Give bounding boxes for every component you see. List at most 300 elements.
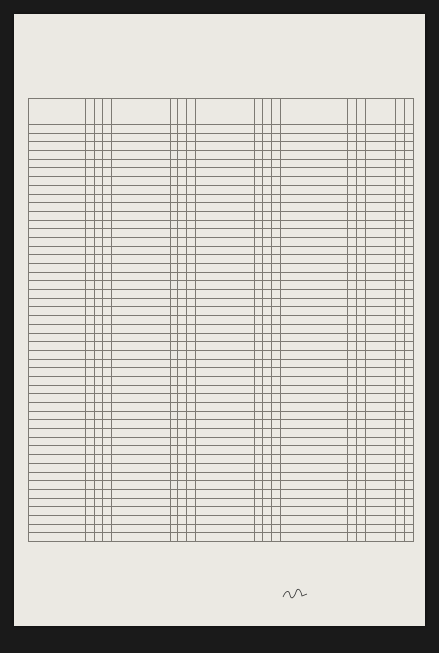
cell-count [263,481,271,490]
cell-nontrade [365,168,396,177]
cell-count [356,142,365,151]
cell-group-iii-cont [280,185,348,194]
cell-nontrade [365,333,396,342]
cell-count [86,151,94,160]
cell-count [102,507,111,516]
cell-group-iii-cont [280,229,348,238]
cell-group-iii-cont [280,333,348,342]
cell-count [356,481,365,490]
cell-group-iii-cont [280,159,348,168]
cell-count [271,142,280,151]
cell-count [178,429,186,438]
cell-count [356,211,365,220]
cell-count [404,455,413,464]
cell-count [86,220,94,229]
cell-group-i-cont [111,429,170,438]
cell-group-ii-cont [195,333,254,342]
cell-nontrade [365,255,396,264]
cell-count [171,463,178,472]
cell-group-i [29,264,86,273]
cell-count [102,429,111,438]
cell-count [94,290,102,299]
cell-count [396,220,404,229]
cell-count [86,211,94,220]
cell-count [263,142,271,151]
cell-count [186,264,195,273]
cell-count [348,507,356,516]
cell-count [263,290,271,299]
cell-count [86,524,94,533]
cell-count [263,333,271,342]
cell-count [356,237,365,246]
cell-count [348,359,356,368]
cell-count [102,177,111,186]
cell-count [396,229,404,238]
cell-count [271,324,280,333]
cell-nontrade [365,368,396,377]
cell-count [348,290,356,299]
cell-count [404,498,413,507]
cell-count [356,411,365,420]
cell-count [396,350,404,359]
cell-count [396,368,404,377]
cell-count [186,463,195,472]
table-row [29,446,414,455]
cell-group-ii-cont [195,385,254,394]
cell-count [178,359,186,368]
cell-count [171,177,178,186]
cell-group-i-cont [111,533,170,542]
cell-count [86,489,94,498]
cell-count [171,316,178,325]
cell-count [186,333,195,342]
cell-group-i-cont [111,376,170,385]
cell-group-i-cont [111,229,170,238]
cell-count [102,264,111,273]
cell-count [94,194,102,203]
cell-nontrade [365,159,396,168]
cell-count [356,298,365,307]
col-group-i [29,99,86,125]
cell-count [186,142,195,151]
cell-count [404,290,413,299]
cell-count [86,342,94,351]
cell-count [102,255,111,264]
cell-group-i [29,429,86,438]
cell-count [255,472,263,481]
cell-group-i [29,246,86,255]
cell-count [255,281,263,290]
cell-count [356,194,365,203]
cell-count [396,272,404,281]
cell-count [178,533,186,542]
cell-count [102,298,111,307]
cell-group-ii-cont [195,376,254,385]
cell-group-iii-cont [280,272,348,281]
cell-count [171,272,178,281]
table-row [29,507,414,516]
cell-count [171,498,178,507]
cell-count [356,177,365,186]
cell-count [348,481,356,490]
cell-count [94,455,102,464]
cell-count [271,524,280,533]
cell-count [348,324,356,333]
cell-count [94,185,102,194]
cell-count [263,446,271,455]
cell-count [94,472,102,481]
cell-group-iii-cont [280,385,348,394]
cell-count [396,524,404,533]
cell-count [178,385,186,394]
cell-count [255,177,263,186]
cell-count [186,533,195,542]
cell-count [271,185,280,194]
cell-count [263,489,271,498]
cell-count [102,133,111,142]
cell-count [171,342,178,351]
cell-count [348,498,356,507]
cell-group-ii-cont [195,515,254,524]
table-row [29,481,414,490]
cell-count [178,281,186,290]
cell-count [404,350,413,359]
cell-count [348,194,356,203]
cell-count [186,298,195,307]
cell-count [263,385,271,394]
cell-count [396,246,404,255]
cell-count [186,524,195,533]
cell-count [356,229,365,238]
cell-count [255,229,263,238]
cell-nontrade [365,420,396,429]
cell-count [94,489,102,498]
cell-count [171,142,178,151]
cell-count [102,481,111,490]
cell-count [396,481,404,490]
cell-group-i-cont [111,368,170,377]
cell-count [102,324,111,333]
cell-group-i [29,411,86,420]
cell-count [94,246,102,255]
cell-count [102,229,111,238]
table-row [29,255,414,264]
cell-count [263,455,271,464]
cell-count [356,385,365,394]
cell-count [271,403,280,412]
cell-count [255,246,263,255]
cell-count [404,515,413,524]
cell-group-i [29,298,86,307]
cell-count [178,316,186,325]
cell-nontrade [365,316,396,325]
cell-group-iii-cont [280,168,348,177]
cell-count [396,437,404,446]
cell-count [171,472,178,481]
cell-count [178,376,186,385]
cell-group-i-cont [111,481,170,490]
cell-count [255,194,263,203]
cell-count [271,168,280,177]
cell-group-i [29,220,86,229]
table-row [29,350,414,359]
cell-count [86,194,94,203]
cell-count [271,420,280,429]
table-row [29,290,414,299]
cell-count [178,125,186,134]
cell-count [348,177,356,186]
cell-count [102,185,111,194]
cell-group-ii-cont [195,125,254,134]
cell-count [271,463,280,472]
cell-group-iii-cont [280,359,348,368]
cell-count [404,446,413,455]
cell-count [255,515,263,524]
cell-count [94,211,102,220]
table-row [29,211,414,220]
cell-count [255,533,263,542]
table-row [29,264,414,273]
cell-count [263,342,271,351]
cell-group-i [29,507,86,516]
cell-count [102,194,111,203]
cell-count [171,455,178,464]
cell-count [348,420,356,429]
cell-group-i-cont [111,264,170,273]
cell-count [86,298,94,307]
cell-count [171,133,178,142]
cell-count [263,359,271,368]
cell-count [356,359,365,368]
cell-count [263,168,271,177]
cell-count [404,394,413,403]
cell-count [86,368,94,377]
cell-group-iii-cont [280,463,348,472]
cell-count [263,403,271,412]
cell-count [255,298,263,307]
cell-count [171,411,178,420]
cell-group-i [29,376,86,385]
cell-count [171,211,178,220]
cell-group-i [29,324,86,333]
cell-count [348,281,356,290]
cell-count [171,237,178,246]
cell-group-ii-cont [195,403,254,412]
cell-nontrade [365,472,396,481]
cell-count [255,359,263,368]
cell-count [178,168,186,177]
cell-count [348,385,356,394]
cell-count [348,446,356,455]
cell-count [356,125,365,134]
cell-count [171,533,178,542]
cell-count [396,533,404,542]
cell-nontrade [365,177,396,186]
cell-count [396,168,404,177]
cell-group-i-cont [111,489,170,498]
cell-count [86,515,94,524]
cell-group-i-cont [111,194,170,203]
cell-count [94,272,102,281]
cell-count [404,229,413,238]
cell-group-ii-cont [195,411,254,420]
cell-count [178,298,186,307]
cell-group-ii-cont [195,455,254,464]
cell-count [263,281,271,290]
cell-count [255,133,263,142]
cell-group-ii-cont [195,324,254,333]
cell-group-iii-cont [280,151,348,160]
cell-group-ii-cont [195,498,254,507]
cell-group-iii-cont [280,316,348,325]
cell-count [94,159,102,168]
cell-count [186,185,195,194]
cell-count [356,350,365,359]
cell-count [263,237,271,246]
cell-count [404,420,413,429]
cell-count [263,194,271,203]
cell-count [396,411,404,420]
cell-count [348,455,356,464]
cell-nontrade [365,524,396,533]
cell-count [356,333,365,342]
cell-count [271,194,280,203]
cell-count [171,524,178,533]
cell-count [178,290,186,299]
cell-count [404,151,413,160]
cell-count [171,220,178,229]
cell-group-i [29,403,86,412]
cell-group-ii-cont [195,533,254,542]
cell-count [86,125,94,134]
cell-group-i [29,333,86,342]
cell-count [348,264,356,273]
cell-count [404,411,413,420]
cell-count [102,159,111,168]
cell-count [348,463,356,472]
cell-count [178,246,186,255]
cell-count [404,429,413,438]
cell-group-iii-cont [280,307,348,316]
table-row [29,307,414,316]
cell-count [255,220,263,229]
cell-count [271,359,280,368]
cell-count [404,142,413,151]
cell-count [404,507,413,516]
cell-count [102,394,111,403]
cell-count [396,429,404,438]
cell-count [102,403,111,412]
cell-count [404,272,413,281]
cell-count [396,298,404,307]
cell-count [404,385,413,394]
cell-count [348,255,356,264]
cell-count [178,211,186,220]
cell-count [178,255,186,264]
cell-nontrade [365,307,396,316]
cell-count [271,515,280,524]
cell-count [348,333,356,342]
cell-count [86,429,94,438]
cell-count [255,185,263,194]
cell-group-ii-cont [195,237,254,246]
cell-count [396,211,404,220]
cell-count [186,342,195,351]
cell-count [171,481,178,490]
cell-count [271,203,280,212]
cell-count [356,307,365,316]
cell-nontrade [365,350,396,359]
cell-count [178,515,186,524]
cell-count [348,472,356,481]
cell-count [171,507,178,516]
cell-count [271,125,280,134]
cell-count [171,437,178,446]
cell-count [86,255,94,264]
cell-count [356,437,365,446]
cell-group-ii-cont [195,246,254,255]
cell-group-i [29,350,86,359]
cell-count [86,237,94,246]
cell-count [94,350,102,359]
cell-count [186,229,195,238]
cell-count [255,237,263,246]
cell-count [348,272,356,281]
cell-count [102,281,111,290]
cell-group-iii-cont [280,403,348,412]
cell-count [171,151,178,160]
cell-count [255,350,263,359]
cell-count [102,168,111,177]
cell-count [404,489,413,498]
cell-count [263,133,271,142]
cell-count [255,463,263,472]
cell-count [178,185,186,194]
form-title [70,57,400,68]
cell-count [396,151,404,160]
cell-count [186,498,195,507]
cell-group-iii-cont [280,437,348,446]
table-row [29,524,414,533]
cell-count [102,385,111,394]
cell-count [94,446,102,455]
cell-count [404,472,413,481]
cell-count [86,333,94,342]
cell-group-i [29,237,86,246]
cell-count [186,350,195,359]
cell-count [178,446,186,455]
table-row [29,403,414,412]
cell-count [102,472,111,481]
cell-count [178,368,186,377]
cell-group-ii-cont [195,211,254,220]
cell-count [102,211,111,220]
cell-count [263,429,271,438]
cell-count [255,394,263,403]
table-row [29,515,414,524]
cell-count [356,264,365,273]
cell-count [94,515,102,524]
cell-count [86,437,94,446]
cell-count [102,316,111,325]
cell-count [356,515,365,524]
cell-count [86,350,94,359]
cell-count [171,368,178,377]
cell-count [396,333,404,342]
cell-nontrade [365,359,396,368]
cell-count [255,290,263,299]
table-row [29,472,414,481]
